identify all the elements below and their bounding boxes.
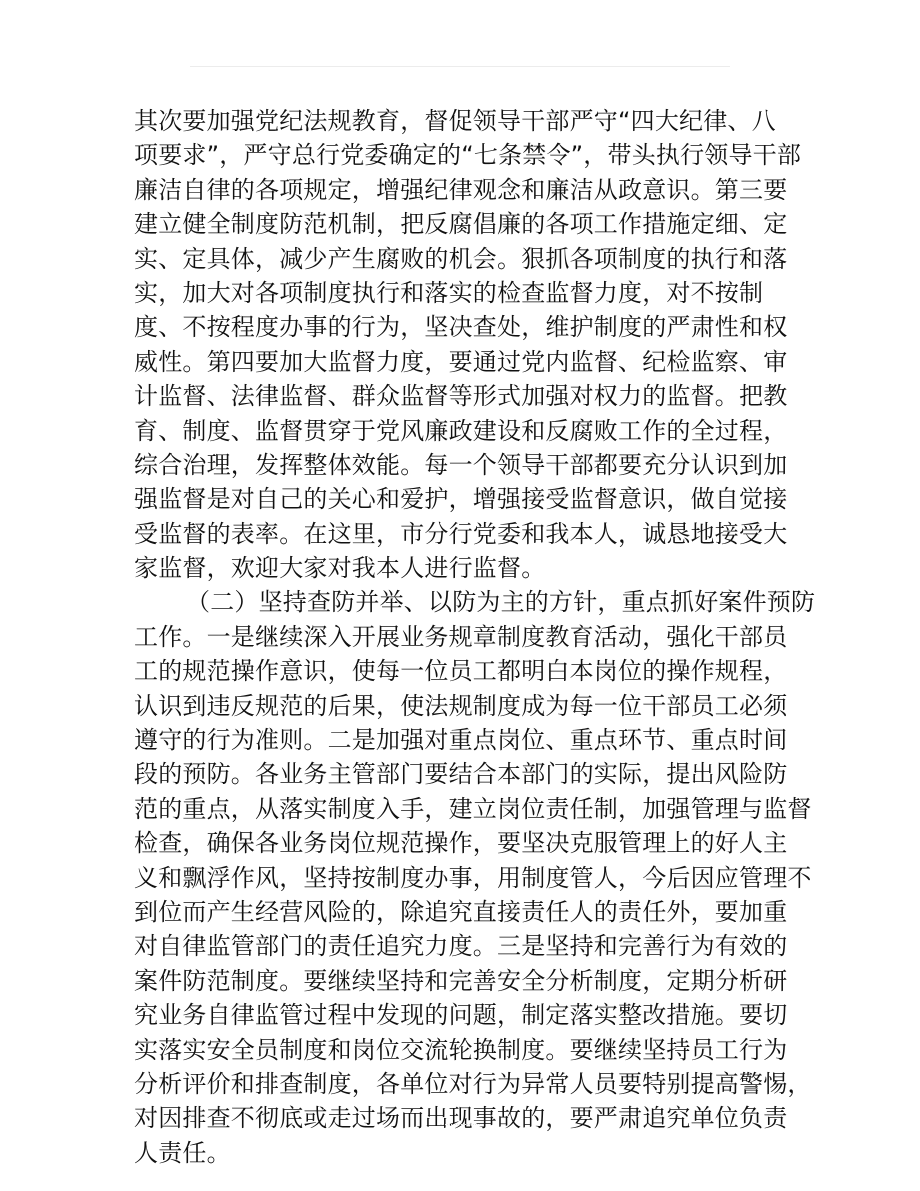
text-line: 到位而产生经营风险的，除追究直接责任人的责任外，要加重 [134,897,788,926]
text-line: 遵守的行为准则。二是加强对重点岗位、重点环节、重点时间 [134,726,788,755]
text-line: 实落实安全员制度和岗位交流轮换制度。要继续坚持员工行为 [134,1035,788,1064]
text-line: 家监督，欢迎大家对我本人进行监督。 [134,554,546,583]
text-line: 其次要加强党纪法规教育，督促领导干部严守“四大纪律、八 [134,107,776,135]
text-line: 对自律监管部门的责任追究力度。三是坚持和完善行为有效的 [134,932,788,961]
text-line: 受监督的表率。在这里，市分行党委和我本人，诚恳地接受大 [134,519,788,548]
text-line: 项要求”，严守总行党委确定的“七条禁令”，带头执行领导干部 [134,141,802,170]
text-line: 育、制度、监督贯穿于党风廉政建设和反腐败工作的全过程， [134,416,788,445]
text-line: 分析评价和排查制度，各单位对行为异常人员要特别提高警惕， [134,1069,812,1098]
footer-mark [440,1124,480,1125]
text-line: 实，加大对各项制度执行和落实的检查监督力度，对不按制 [134,278,764,307]
text-line: 计监督、法律监督、群众监督等形式加强对权力的监督。把教 [134,382,788,411]
text-line: 检查，确保各业务岗位规范操作，要坚决克服管理上的好人主 [134,829,788,858]
text-line: 案件防范制度。要继续坚持和完善安全分析制度，定期分析研 [134,966,788,995]
text-line: 义和飘浮作风，坚持按制度办事，用制度管人，今后因应管理不 [134,863,812,892]
text-line: 范的重点，从落实制度入手，建立岗位责任制，加强管理与监督 [134,794,812,823]
text-line: 实、定具体，减少产生腐败的机会。狠抓各项制度的执行和落 [134,244,788,273]
text-line: 威性。第四要加大监督力度，要通过党内监督、纪检监察、审 [134,347,788,376]
header-rule [190,66,730,67]
text-line: 究业务自律监管过程中发现的问题，制定落实整改措施。要切 [134,1001,788,1030]
text-line: 对因排查不彻底或走过场而出现事故的，要严肃追究单位负责 [134,1104,788,1133]
text-line: 工的规范操作意识，使每一位员工都明白本岗位的操作规程， [134,657,788,686]
text-line: 廉洁自律的各项规定，增强纪律观念和廉洁从政意识。第三要 [134,175,788,204]
text-line: 人责任。 [134,1138,231,1167]
text-line: 工作。一是继续深入开展业务规章制度教育活动，强化干部员 [134,622,788,651]
text-line: 强监督是对自己的关心和爱护，增强接受监督意识，做自觉接 [134,485,788,514]
text-line: 段的预防。各业务主管部门要结合本部门的实际，提出风险防 [134,760,788,789]
section-heading-line: （二）坚持查防并举、以防为主的方针，重点抓好案件预防 [186,588,816,617]
text-line: 度、不按程度办事的行为，坚决查处，维护制度的严肃性和权 [134,313,788,342]
text-line: 综合治理，发挥整体效能。每一个领导干部都要充分认识到加 [134,450,788,479]
document-body [134,104,816,1170]
text-line: 建立健全制度防范机制，把反腐倡廉的各项工作措施定细、定 [134,210,788,239]
text-line: 认识到违反规范的后果，使法规制度成为每一位干部员工必须 [134,691,788,720]
